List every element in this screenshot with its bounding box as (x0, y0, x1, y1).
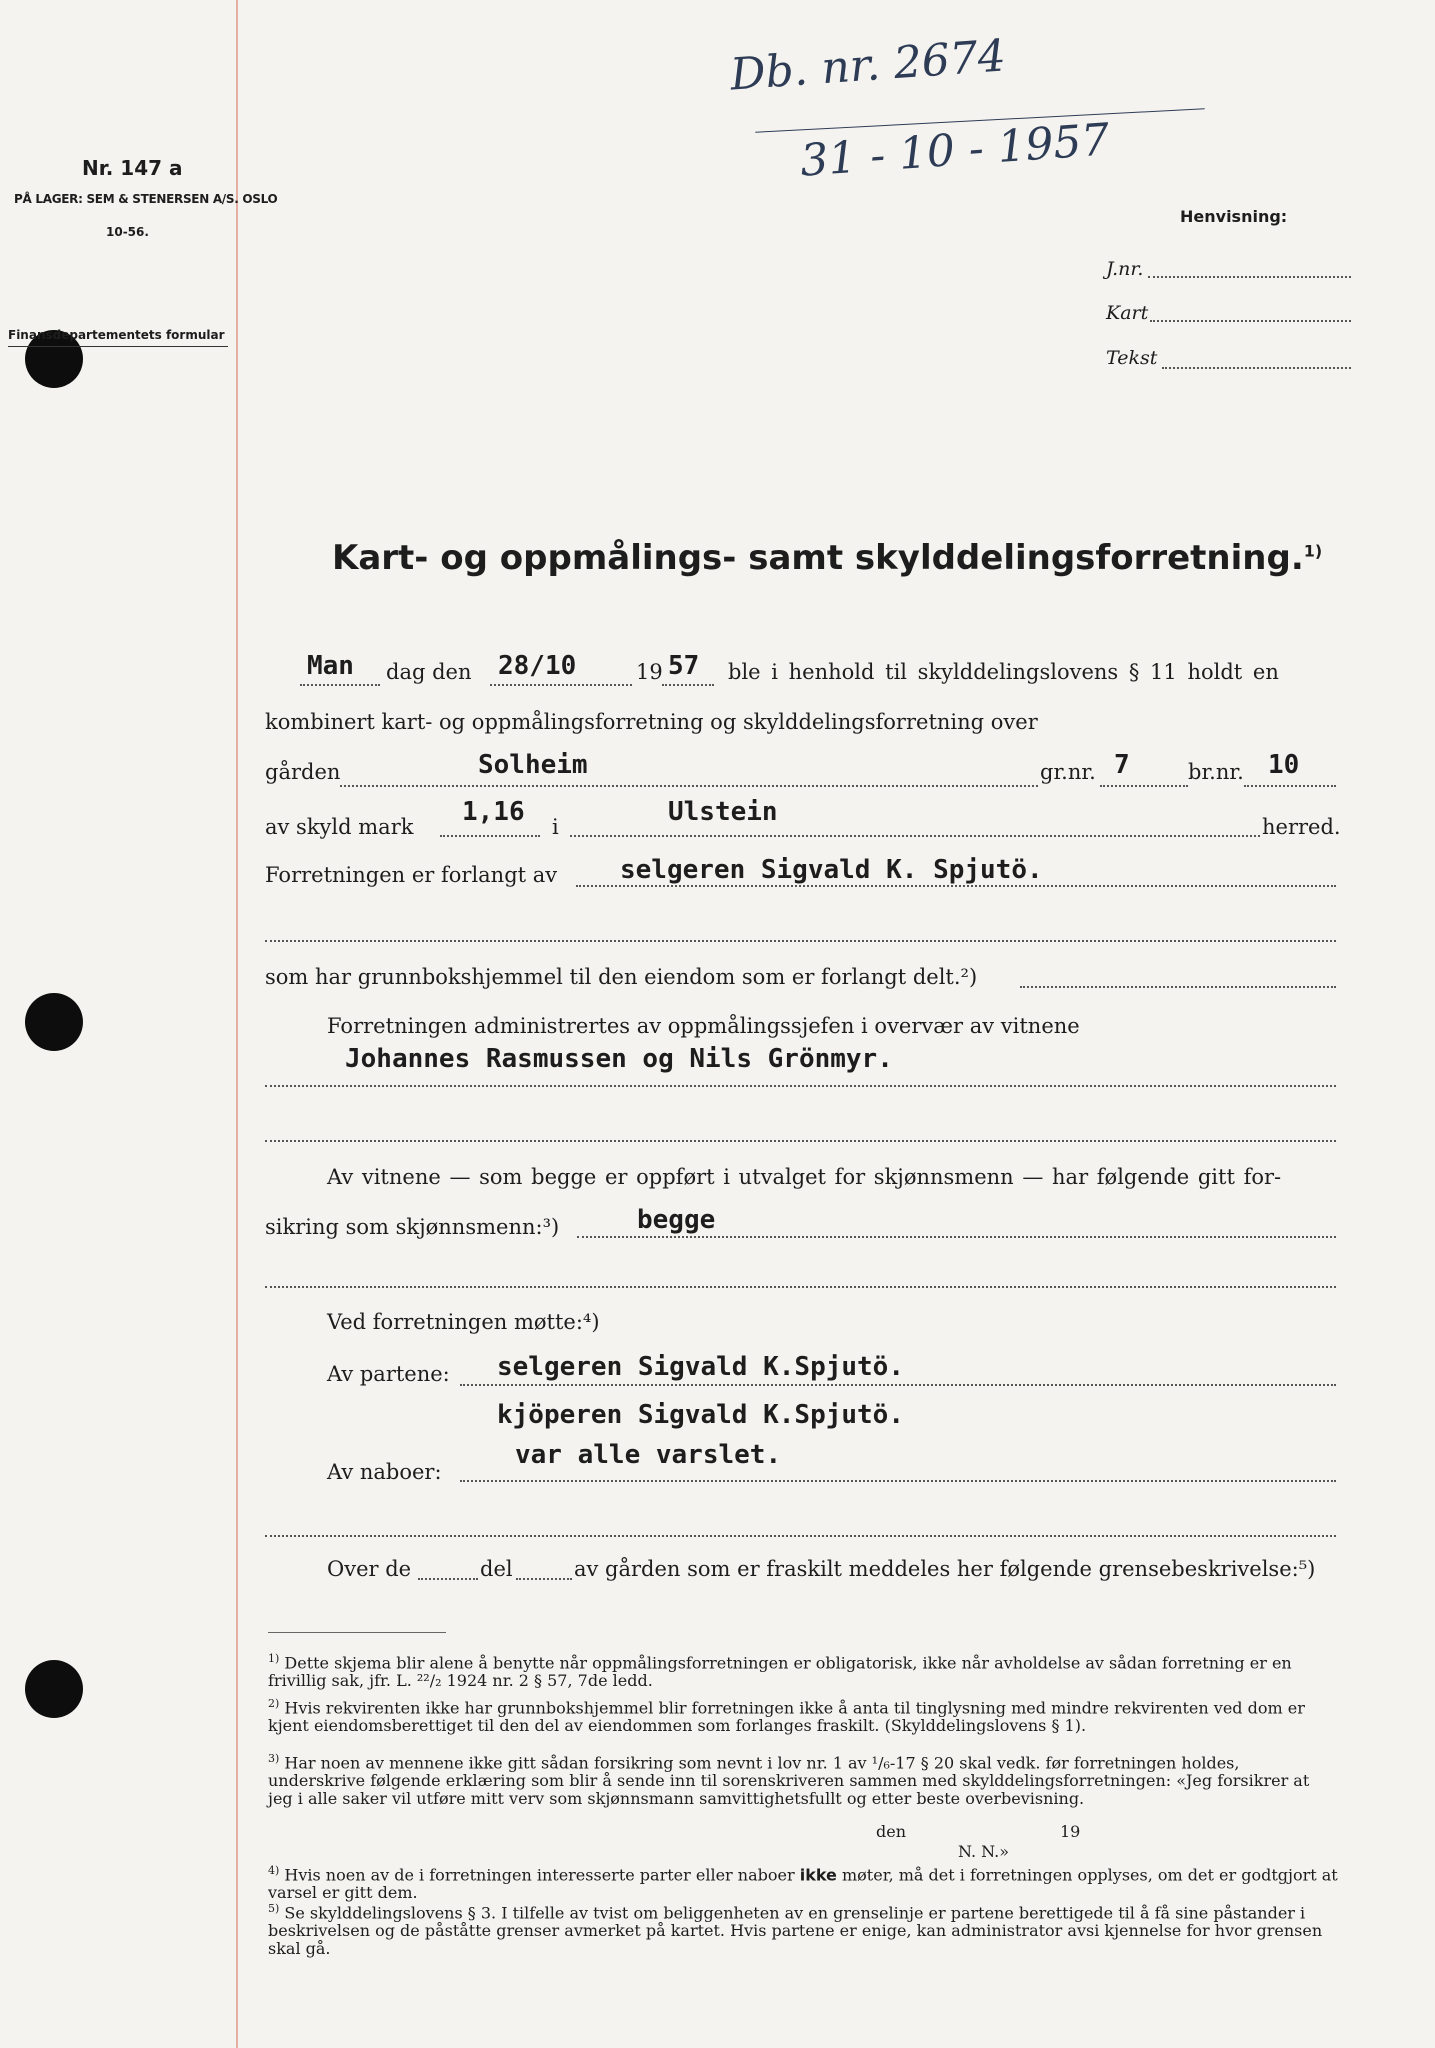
year-field[interactable] (662, 684, 714, 686)
line9-text: sikring som skjønnsmenn:³) (265, 1215, 560, 1239)
footnote-2-text: Hvis rekvirenten ikke har grunnbokshjemmel blir forretningen ikke å anta til tinglysning med mindre rekvirenten ved dom er kjent eiendomsberettiget til den del av eiendommen som forlanges fraskilt. (Skylddelingslovens § 1). (268, 1698, 1305, 1736)
herred-value: Ulstein (668, 797, 778, 827)
label-garden: gården (265, 760, 341, 784)
label-partene: Av partene: (327, 1362, 450, 1386)
date-field[interactable] (490, 684, 632, 686)
line1-text: ble i henhold til skylddelingslovens § 11 holdt en (728, 660, 1279, 684)
margin-rule (8, 346, 228, 347)
footnote-rule (268, 1632, 446, 1633)
handwritten-doc-number: Db. nr. 2674 (728, 30, 1008, 101)
label-grnr: gr.nr. (1040, 760, 1096, 784)
footnote-5-text: Se skylddelingslovens § 3. I tilfelle av tvist om beliggenheten av en grenselinje er partene berettigede til å få sine påstander i beskrivelsen og de påståtte grenser avmerket på kartet. Hvis partene er enige, kan administrator avsi kjennelse for hvor grensen skal gå. (268, 1903, 1323, 1959)
farm-value: Solheim (478, 750, 588, 780)
label-19: 19 (636, 660, 663, 684)
footnote-3: $^{3)}$ Har noen av mennene ikke gitt sådan forsikring som nevnt i lov nr. 1 av ¹/₆-17 § 20 skal vedk. før forretningen holdes, underskrive følgende erklæring som blir å sende inn til sorenskriveren sammen med skylddelingsforretningen: «Jeg forsikrer at jeg i alle saker vil utføre mitt verv som skjønnsmann samvittighetsfullt og etter beste overbevisning. (268, 1752, 1310, 1809)
weekday-value: Man (307, 651, 354, 681)
requested-by-field-2[interactable] (265, 940, 1336, 942)
line6-field[interactable] (1020, 986, 1336, 988)
requested-by-value: selgeren Sigvald K. Spjutö. (620, 855, 1043, 885)
form-number: Nr. 147 a (82, 156, 183, 180)
farm-field[interactable] (340, 785, 1038, 787)
label-forlangt-av: Forretningen er forlangt av (265, 863, 558, 887)
neighbours-value: var alle varslet. (515, 1440, 782, 1470)
del-field[interactable] (516, 1578, 572, 1580)
footnote-5: $^{5)}$ Se skylddelingslovens § 3. I tilfelle av tvist om beliggenheten av en grenselinje er partene berettigede til å få sine påstander i beskrivelsen og de påståtte grenser avmerket på kartet. Hvis partene er enige, kan administrator avsi kjennelse for hvor grensen skal gå. (268, 1902, 1323, 1959)
footnote-2: $^{2)}$ Hvis rekvirenten ikke har grunnbokshjemmel blir forretningen ikke å anta til tinglysning med mindre rekvirenten ved dom er kjent eiendomsberettiget til den del av eiendommen som forlanges fraskilt. (Skylddelingslovens § 1). (268, 1697, 1305, 1736)
edition: 10-56. (106, 225, 149, 239)
over-de-field[interactable] (418, 1578, 478, 1580)
footnote-3-nn: N. N.» (958, 1842, 1009, 1861)
punch-hole (25, 993, 83, 1051)
jnr-label: J.nr. (1106, 258, 1144, 280)
punch-hole (25, 1660, 83, 1718)
line7-text: Forretningen administrertes av oppmålingssjefen i overvær av vitnene (327, 1014, 1080, 1038)
footnote-4-emphasis: ikke (799, 1865, 837, 1885)
label-naboer: Av naboer: (327, 1460, 442, 1484)
henvisning-title: Henvisning: (1180, 207, 1288, 226)
kart-field[interactable] (1150, 320, 1351, 322)
footnote-3-19: 19 (1060, 1822, 1081, 1841)
tekst-label: Tekst (1106, 347, 1158, 369)
brnr-field[interactable] (1244, 785, 1336, 787)
witnesses-value: Johannes Rasmussen og Nils Grönmyr. (345, 1044, 893, 1074)
ministry-formular: Finansdepartementets formular (8, 328, 225, 342)
line13-text: av gården som er fraskilt meddeles her følgende grensebeskrivelse:⁵) (574, 1557, 1316, 1581)
brnr-value: 10 (1268, 750, 1300, 780)
witnesses-field-2[interactable] (265, 1140, 1336, 1142)
tekst-field[interactable] (1162, 367, 1351, 369)
insurance-field-2[interactable] (265, 1286, 1336, 1288)
party1-field[interactable] (460, 1384, 1336, 1386)
neighbours-field-2[interactable] (265, 1535, 1336, 1537)
footnote-3-den: den (876, 1822, 907, 1841)
requested-by-field[interactable] (576, 885, 1336, 887)
witnesses-field[interactable] (265, 1085, 1336, 1087)
footnote-1-text: Dette skjema blir alene å benytte når oppmålingsforretningen er obligatorisk, ikke når avholdelse av sådan forretning er en frivillig sak, jfr. L. ²²/₂ 1924 nr. 2 § 57, 7de ledd. (268, 1653, 1292, 1691)
footnote-1: $^{1)}$ Dette skjema blir alene å benytte når oppmålingsforretningen er obligatorisk, ikke når avholdelse av sådan forretning er en frivillig sak, jfr. L. ²²/₂ 1924 nr. 2 § 57, 7de ledd. (268, 1652, 1292, 1691)
title-footnote-ref: 1) (1303, 541, 1323, 561)
date-value: 28/10 (498, 651, 577, 681)
footnote-4: $^{4)}$ Hvis noen av de i forretningen interesserte parter eller naboer ikke møter, må det i forretningen opplyses, om det er godtgjort at varsel er gitt dem. (268, 1864, 1338, 1903)
label-over-de: Over de (327, 1557, 412, 1581)
line6-text: som har grunnbokshjemmel til den eiendom som er forlangt delt.²) (265, 965, 978, 989)
neighbours-field[interactable] (460, 1480, 1336, 1482)
title-text: Kart- og oppmålings- samt skylddelingsforretning. (332, 538, 1304, 578)
margin-line (236, 0, 238, 2048)
year-value: 57 (668, 651, 700, 681)
label-dag-den: dag den (386, 660, 472, 684)
label-brnr: br.nr. (1188, 760, 1244, 784)
skyld-field[interactable] (440, 835, 540, 837)
label-skyld-mark: av skyld mark (265, 815, 414, 839)
kart-label: Kart (1106, 302, 1149, 324)
grnr-field[interactable] (1100, 785, 1188, 787)
footnote-3-text: Har noen av mennene ikke gitt sådan forsikring som nevnt i lov nr. 1 av ¹/₆-17 § 20 skal vedk. før forretningen holdes, underskrive følgende erklæring som blir å sende inn til sorenskriveren sammen med skylddelingsforretningen: «Jeg forsikrer at jeg i alle saker vil utføre mitt verv som skjønnsmann samvittighetsfullt og etter beste overbevisning. (268, 1753, 1310, 1809)
party1-value: selgeren Sigvald K.Spjutö. (497, 1352, 904, 1382)
insurance-value: begge (637, 1205, 716, 1235)
label-i: i (552, 815, 559, 839)
page-title (332, 538, 1322, 578)
line10-text: Ved forretningen møtte:⁴) (327, 1310, 600, 1334)
herred-field[interactable] (570, 835, 1260, 837)
footnote-4-text-c: møter, må det i forretningen opplyses, om det er godtgjort at varsel er gitt dem. (268, 1865, 1338, 1903)
insurance-field[interactable] (577, 1236, 1336, 1238)
label-herred: herred. (1262, 815, 1341, 839)
footnote-4-text-a: Hvis noen av de i forretningen interesserte parter eller naboer (284, 1865, 795, 1885)
line8-text: Av vitnene — som begge er oppført i utvalget for skjønnsmenn — har følgende gitt for- (327, 1165, 1282, 1189)
printer-info: PÅ LAGER: SEM & STENERSEN A/S. OSLO (14, 192, 278, 206)
grnr-value: 7 (1114, 750, 1130, 780)
jnr-field[interactable] (1148, 276, 1351, 278)
handwritten-date: 31 - 10 - 1957 (798, 114, 1112, 187)
weekday-field[interactable] (300, 684, 380, 686)
line2-text: kombinert kart- og oppmålingsforretning og skylddelingsforretning over (265, 710, 1038, 734)
skyld-value: 1,16 (462, 797, 525, 827)
label-del: del (480, 1557, 513, 1581)
party2-value: kjöperen Sigvald K.Spjutö. (497, 1400, 904, 1430)
